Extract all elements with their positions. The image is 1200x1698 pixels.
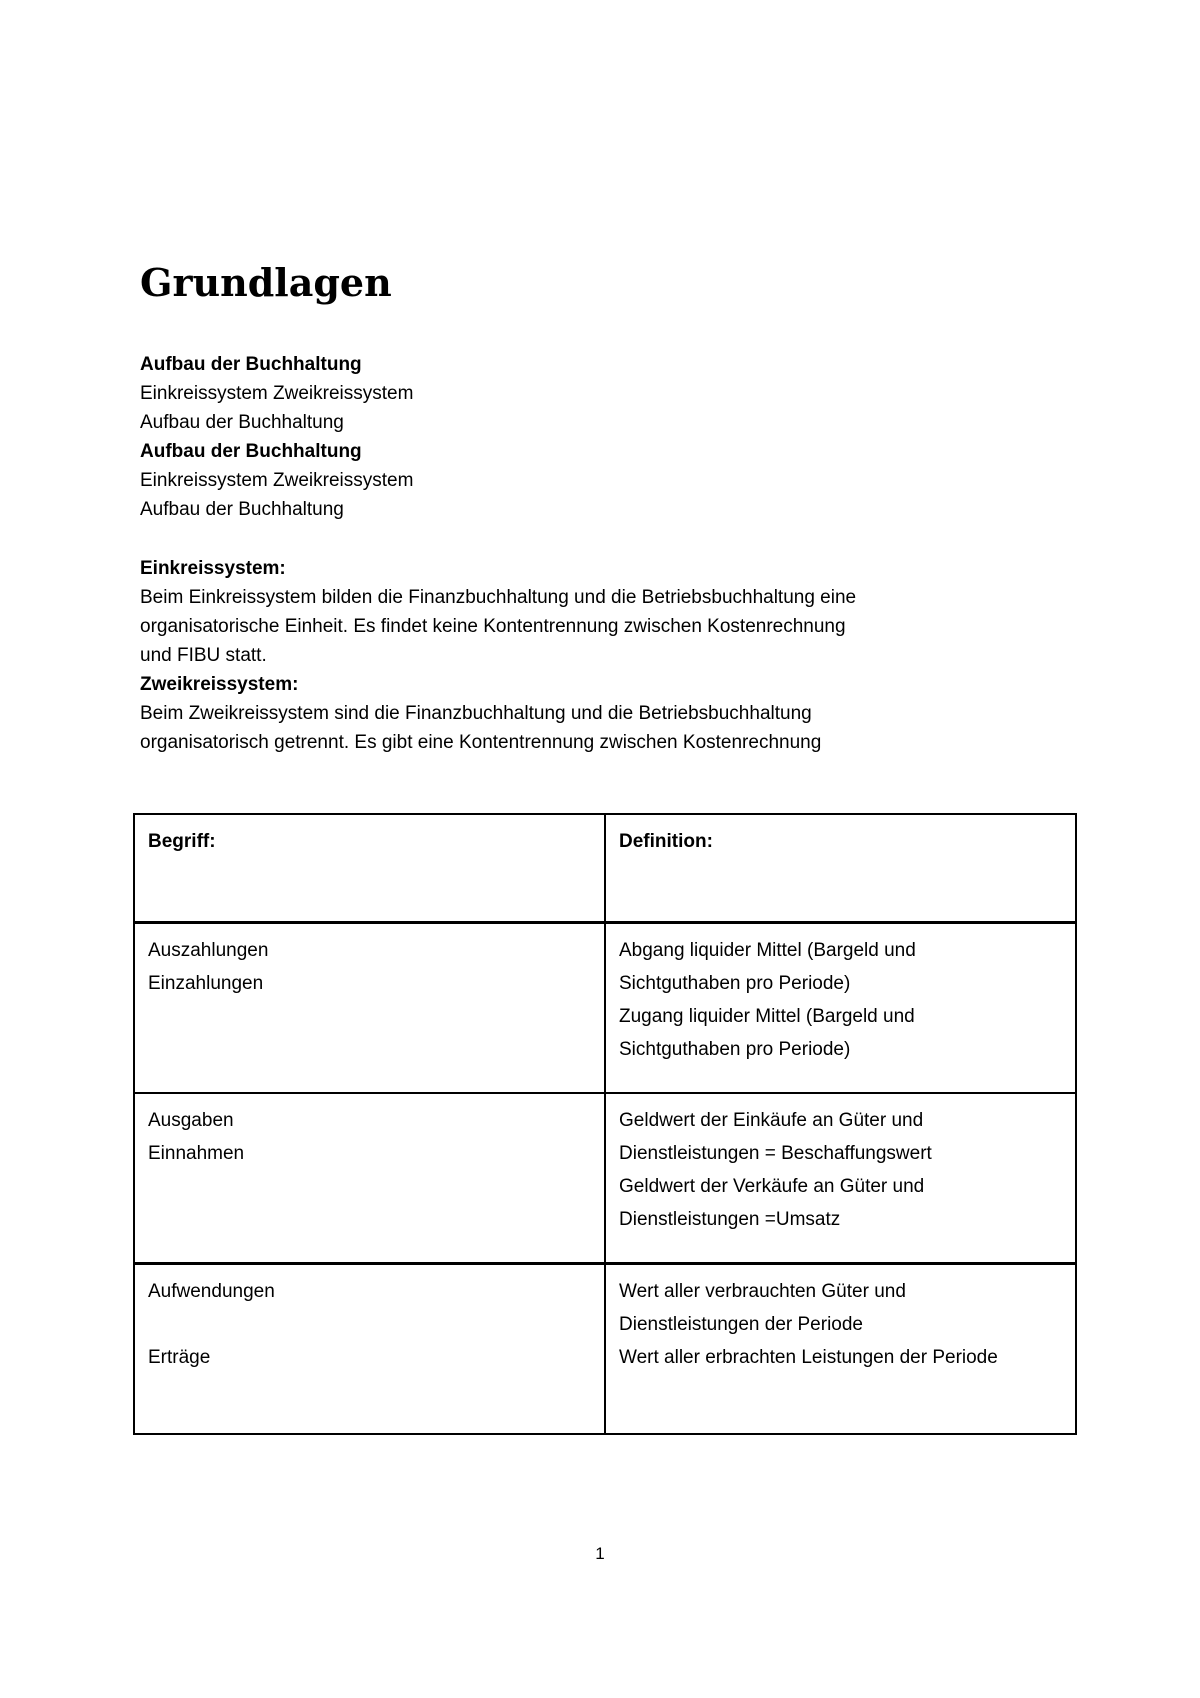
begriff-term: Erträge xyxy=(148,1347,211,1368)
page-number: 1 xyxy=(595,1544,605,1563)
definition-line: Sichtguthaben pro Periode) xyxy=(619,973,851,994)
zweikreis-text-line: Beim Zweikreissystem sind die Finanzbuchhaltung und die Betriebsbuchhaltung xyxy=(140,703,812,724)
begriff-term: Ausgaben xyxy=(148,1110,234,1131)
definition-line: Dienstleistungen der Periode xyxy=(619,1314,863,1335)
aufbau-line: Einkreissystem Zweikreissystem xyxy=(140,470,414,491)
definition-line: Sichtguthaben pro Periode) xyxy=(619,1039,851,1060)
aufbau-line: Aufbau der Buchhaltung xyxy=(140,441,362,462)
begriff-cell xyxy=(134,1264,605,1435)
aufbau-line: Aufbau der Buchhaltung xyxy=(140,499,344,520)
aufbau-section xyxy=(140,350,1040,524)
zweikreis-text-line: organisatorisch getrennt. Es gibt eine Kontentrennung zwischen Kostenrechnung xyxy=(140,732,822,753)
table-row xyxy=(134,1093,1076,1264)
table-row xyxy=(134,923,1076,1094)
definition-line: Zugang liquider Mittel (Bargeld und xyxy=(619,1006,915,1027)
begriff-term: Einzahlungen xyxy=(148,973,264,994)
begriff-term: Aufwendungen xyxy=(148,1281,275,1302)
aufbau-line: Aufbau der Buchhaltung xyxy=(140,354,362,375)
table-row xyxy=(134,1264,1076,1435)
aufbau-line: Einkreissystem Zweikreissystem xyxy=(140,383,414,404)
begriff-spacer xyxy=(148,1308,591,1341)
definition-line: Dienstleistungen =Umsatz xyxy=(619,1209,841,1230)
definitions-table xyxy=(133,813,1077,1435)
definition-line: Wert aller verbrauchten Güter und xyxy=(619,1281,906,1302)
begriff-cell xyxy=(134,923,605,1094)
aufbau-line: Aufbau der Buchhaltung xyxy=(140,412,344,433)
systems-section xyxy=(140,554,1040,757)
page-title: Grundlagen xyxy=(140,260,392,305)
definition-cell xyxy=(605,923,1076,1094)
table-header-row xyxy=(134,814,1076,923)
definition-line: Dienstleistungen = Beschaffungswert xyxy=(619,1143,932,1164)
definition-line: Abgang liquider Mittel (Bargeld und xyxy=(619,940,916,961)
definition-cell xyxy=(605,1264,1076,1435)
header-begriff: Begriff: xyxy=(134,814,605,923)
einkreis-heading: Einkreissystem: xyxy=(140,558,286,579)
header-definition: Definition: xyxy=(605,814,1076,923)
einkreis-text-line: und FIBU statt. xyxy=(140,645,267,666)
begriff-term: Einnahmen xyxy=(148,1143,245,1164)
begriff-cell xyxy=(134,1093,605,1264)
definition-cell xyxy=(605,1093,1076,1264)
definition-line: Wert aller erbrachten Leistungen der Periode xyxy=(619,1347,998,1368)
definition-line: Geldwert der Einkäufe an Güter und xyxy=(619,1110,924,1131)
definition-line: Geldwert der Verkäufe an Güter und xyxy=(619,1176,925,1197)
begriff-term: Auszahlungen xyxy=(148,940,269,961)
zweikreis-heading: Zweikreissystem: xyxy=(140,674,299,695)
einkreis-text-line: organisatorische Einheit. Es findet keine Kontentrennung zwischen Kostenrechnung xyxy=(140,616,846,637)
einkreis-text-line: Beim Einkreissystem bilden die Finanzbuchhaltung und die Betriebsbuchhaltung eine xyxy=(140,587,857,608)
